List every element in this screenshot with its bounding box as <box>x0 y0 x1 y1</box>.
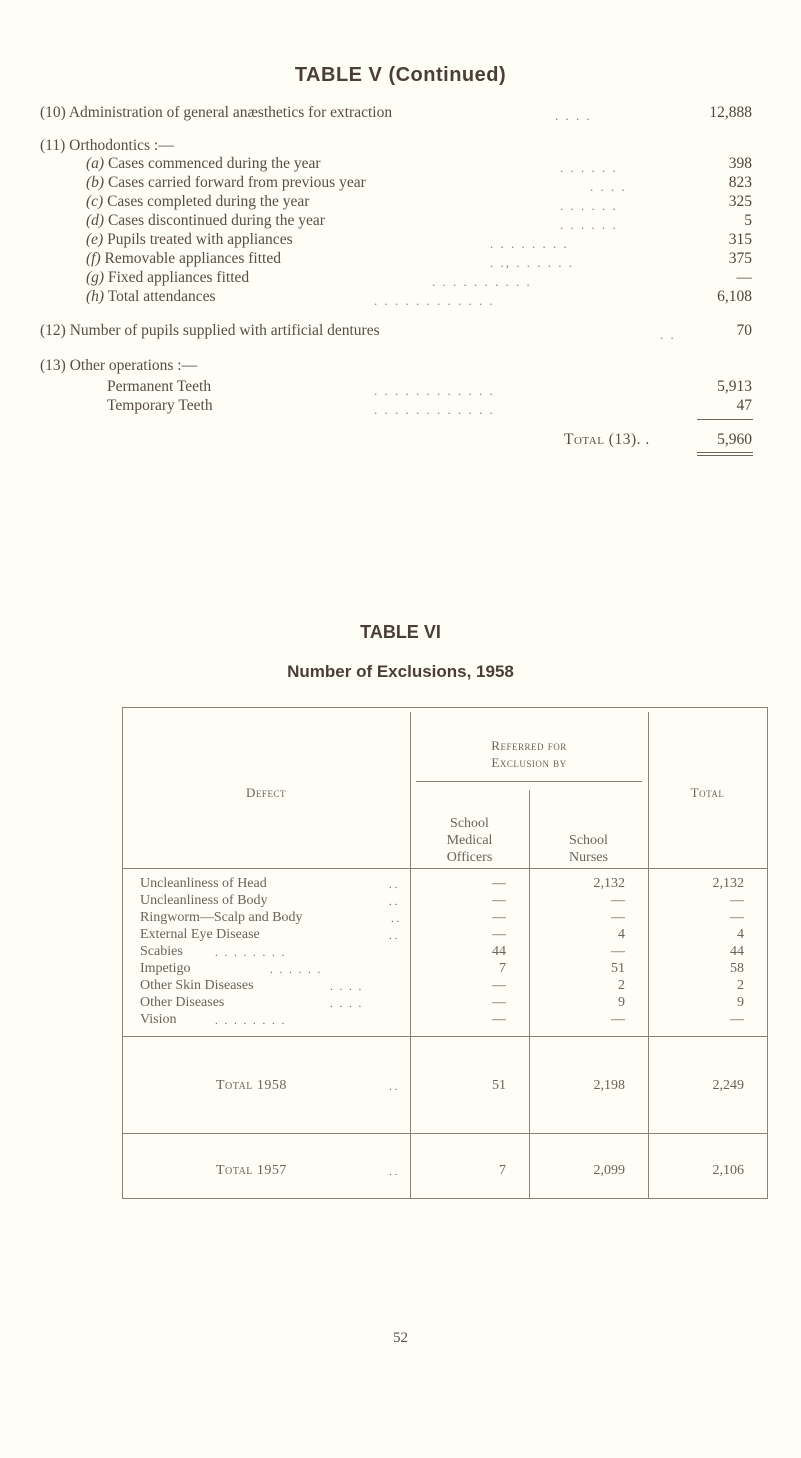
header-school-medical-officers: School Medical Officers <box>446 816 493 865</box>
temporary-teeth-value: 47 <box>736 397 752 414</box>
row-total: 58 <box>730 961 744 976</box>
row-defect: Uncleanliness of Body <box>140 893 268 908</box>
row-nurses: 51 <box>611 961 625 976</box>
total-1958-dots: . . <box>389 1081 398 1093</box>
subitem-h-value: 6,108 <box>717 288 752 305</box>
row-defect: Other Skin Diseases <box>140 978 254 993</box>
item-10-value: 12,888 <box>709 104 752 121</box>
row-defect: Uncleanliness of Head <box>140 876 267 891</box>
subitem-a-value: 398 <box>728 155 752 172</box>
leader-dots-g: . . . . . . . . . . <box>432 274 532 289</box>
total-1958-label: Total 1958 <box>216 1078 287 1093</box>
subtotal-rule <box>697 419 753 420</box>
row-defect: Other Diseases <box>140 995 225 1010</box>
subitem-d: (d) Cases discontinued during the year <box>86 212 325 229</box>
row-nurses: — <box>611 893 625 908</box>
header-sub-rule <box>416 781 642 782</box>
row-total: 2 <box>737 978 744 993</box>
total-1957-smo: 7 <box>499 1163 506 1178</box>
row-smo: — <box>492 995 506 1010</box>
row-dots: . . <box>389 879 398 891</box>
temporary-teeth-label: Temporary Teeth <box>107 397 213 414</box>
total-1957-nurses: 2,099 <box>593 1163 625 1178</box>
row-smo: — <box>492 1012 506 1027</box>
total-1958-nurses: 2,198 <box>593 1078 625 1093</box>
header-school-nurses: School Nurses <box>569 833 608 865</box>
table-right-border <box>767 707 768 1199</box>
permanent-teeth-value: 5,913 <box>717 378 752 395</box>
subitem-b-value: 823 <box>728 174 752 191</box>
item-12-value: 70 <box>736 322 752 339</box>
table-bottom-border <box>122 1198 768 1199</box>
table-vi-title: TABLE VI <box>360 622 441 642</box>
subitem-e: (e) Pupils treated with appliances <box>86 231 293 248</box>
leader-dots-b: . . . . <box>590 179 627 194</box>
subitem-f-value: 375 <box>728 250 752 267</box>
subitem-b: (b) Cases carried forward from previous year <box>86 174 366 191</box>
total-1957-total: 2,106 <box>712 1163 744 1178</box>
page-number: 52 <box>393 1330 408 1346</box>
header-defect: Defect <box>246 785 286 800</box>
permanent-teeth-dots: . . . . . . . . . . . . <box>374 383 495 398</box>
row-nurses: — <box>611 1012 625 1027</box>
total-1957-dots: . . <box>389 1166 398 1178</box>
row-defect: Scabies <box>140 944 183 959</box>
row-defect: Vision <box>140 1012 177 1027</box>
subitem-c: (c) Cases completed during the year <box>86 193 310 210</box>
row-smo: — <box>492 927 506 942</box>
row-nurses: 2 <box>618 978 625 993</box>
row-dots: . . . . . . <box>270 964 323 976</box>
row-total: 9 <box>737 995 744 1010</box>
row-nurses: 9 <box>618 995 625 1010</box>
subitem-e-value: 315 <box>728 231 752 248</box>
total-13-value: 5,960 <box>717 431 752 448</box>
subitem-g: (g) Fixed appliances fitted <box>86 269 250 286</box>
row-total: — <box>730 893 744 908</box>
subitem-a: (a) Cases commenced during the year <box>86 155 321 172</box>
row-nurses: 4 <box>618 927 625 942</box>
subitem-d-value: 5 <box>744 212 752 229</box>
temporary-teeth-dots: . . . . . . . . . . . . <box>374 402 495 417</box>
header-total: Total <box>690 785 725 800</box>
row-dots: . . <box>391 913 400 925</box>
leader-dots-a: . . . . . . <box>560 160 618 175</box>
item-10-label: (10) Administration of general anæsthetics for extraction <box>40 104 393 121</box>
row-total: 4 <box>737 927 744 942</box>
item-10-dots: . . . . <box>555 108 592 123</box>
row-dots: . . . . <box>330 981 364 993</box>
row-dots: . . . . . . . . <box>215 1015 287 1027</box>
total-1957-label: Total 1957 <box>216 1163 287 1178</box>
table-left-border <box>122 707 123 1199</box>
subitem-h: (h) Total attendances <box>86 288 216 305</box>
item-12-dots: . . <box>660 327 676 342</box>
total-double-rule-1 <box>697 452 753 453</box>
item-13-label: (13) Other operations :— <box>40 357 198 374</box>
row-smo: 44 <box>492 944 506 959</box>
table-top-border <box>122 707 768 708</box>
leader-dots-c: . . . . . . <box>560 198 618 213</box>
row-total: 44 <box>730 944 744 959</box>
data-bottom-rule <box>122 1036 768 1037</box>
row-dots: . . <box>389 930 398 942</box>
table-vi-subtitle: Number of Exclusions, 1958 <box>287 662 514 681</box>
leader-dots-h: . . . . . . . . . . . . <box>374 293 495 308</box>
item-12-label: (12) Number of pupils supplied with artificial dentures <box>40 322 380 339</box>
leader-dots-f: . ., . . . . . . <box>490 255 574 270</box>
subitem-g-value: — <box>736 269 752 286</box>
total-13-label: Total (13). . <box>564 431 650 448</box>
row-nurses: — <box>611 910 625 925</box>
leader-dots-d: . . . . . . <box>560 217 618 232</box>
row-smo: — <box>492 876 506 891</box>
subitem-c-value: 325 <box>728 193 752 210</box>
row-defect: Ringworm—Scalp and Body <box>140 910 303 925</box>
table-v-title: TABLE V (Continued) <box>294 64 507 86</box>
row-total: — <box>730 1012 744 1027</box>
subitem-f: (f) Removable appliances fitted <box>86 250 281 267</box>
row-dots: . . <box>389 896 398 908</box>
row-smo: — <box>492 978 506 993</box>
permanent-teeth-label: Permanent Teeth <box>107 378 212 395</box>
total-1958-smo: 51 <box>492 1078 506 1093</box>
header-referred: Referred for Exclusion by <box>491 738 567 770</box>
row-defect: External Eye Disease <box>140 927 260 942</box>
row-smo: — <box>492 893 506 908</box>
leader-dots-e: . . . . . . . . <box>490 236 569 251</box>
row-total: 2,132 <box>712 876 744 891</box>
total-double-rule-2 <box>697 455 753 456</box>
item-11-label: (11) Orthodontics :— <box>40 137 174 154</box>
row-defect: Impetigo <box>140 961 191 976</box>
row-nurses: — <box>611 944 625 959</box>
row-smo: 7 <box>499 961 506 976</box>
row-dots: . . . . . . . . <box>215 947 287 959</box>
total-divider-rule <box>122 1133 768 1134</box>
row-dots: . . . . <box>330 998 364 1010</box>
row-nurses: 2,132 <box>593 876 625 891</box>
total-1958-total: 2,249 <box>712 1078 744 1093</box>
header-bottom-rule <box>122 868 768 869</box>
row-smo: — <box>492 910 506 925</box>
row-total: — <box>730 910 744 925</box>
